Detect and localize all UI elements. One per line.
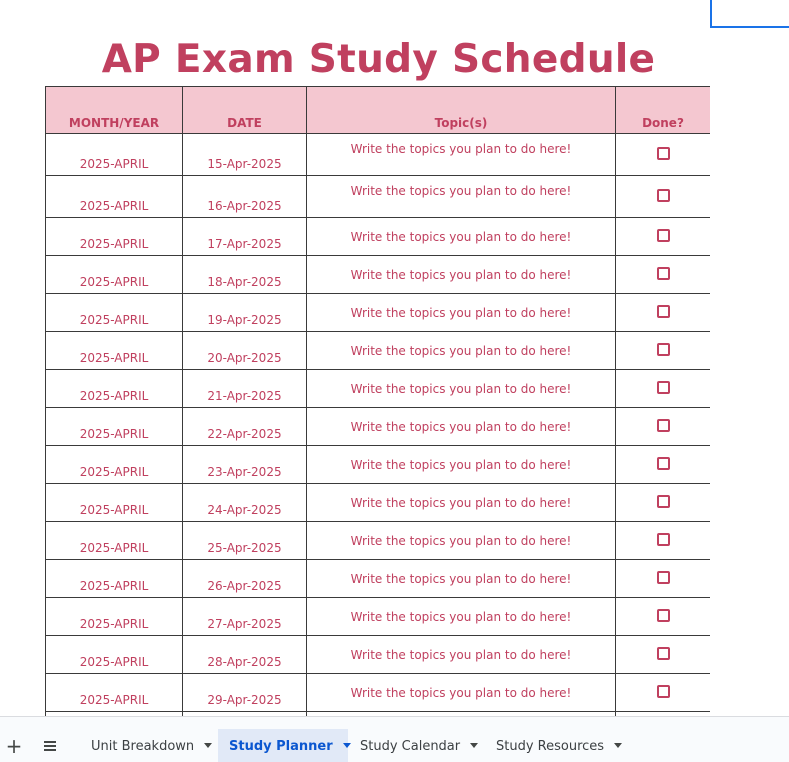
done-cell bbox=[616, 176, 711, 218]
date-cell[interactable]: 29-Apr-2025 bbox=[183, 674, 307, 712]
done-checkbox[interactable] bbox=[657, 571, 670, 584]
month-year-cell[interactable]: 2025-APRIL bbox=[46, 522, 183, 560]
table-row bbox=[46, 484, 711, 522]
table-row bbox=[46, 370, 711, 408]
topic-cell[interactable]: Write the topics you plan to do here! bbox=[307, 134, 616, 176]
month-year-cell[interactable]: 2025-APRIL bbox=[46, 218, 183, 256]
done-cell bbox=[616, 674, 711, 712]
date-cell[interactable]: 27-Apr-2025 bbox=[183, 598, 307, 636]
month-year-cell[interactable]: 2025-APRIL bbox=[46, 408, 183, 446]
topic-cell[interactable]: Write the topics you plan to do here! bbox=[307, 218, 616, 256]
topic-cell[interactable]: Write the topics you plan to do here! bbox=[307, 256, 616, 294]
month-year-cell[interactable]: 2025-APRIL bbox=[46, 560, 183, 598]
month-year-cell[interactable]: 2025-APRIL bbox=[46, 484, 183, 522]
date-cell[interactable]: 26-Apr-2025 bbox=[183, 560, 307, 598]
month-year-cell[interactable]: 2025-APRIL bbox=[46, 674, 183, 712]
topic-cell[interactable]: Write the topics you plan to do here! bbox=[307, 446, 616, 484]
topic-cell[interactable]: Write the topics you plan to do here! bbox=[307, 674, 616, 712]
month-year-cell[interactable]: 2025-APRIL bbox=[46, 636, 183, 674]
date-cell[interactable]: 22-Apr-2025 bbox=[183, 408, 307, 446]
table-row bbox=[46, 332, 711, 370]
month-year-cell[interactable]: 2025-APRIL bbox=[46, 256, 183, 294]
sheet-tab-bar bbox=[0, 716, 789, 762]
header-month-year[interactable]: MONTH/YEAR bbox=[46, 87, 183, 134]
topic-cell[interactable]: Write the topics you plan to do here! bbox=[307, 484, 616, 522]
done-checkbox[interactable] bbox=[657, 305, 670, 318]
done-checkbox[interactable] bbox=[657, 533, 670, 546]
date-cell[interactable]: 18-Apr-2025 bbox=[183, 256, 307, 294]
table-row bbox=[46, 134, 711, 176]
tab-study-calendar[interactable] bbox=[349, 729, 484, 762]
topic-cell[interactable]: Write the topics you plan to do here! bbox=[307, 370, 616, 408]
date-cell[interactable]: 21-Apr-2025 bbox=[183, 370, 307, 408]
tab-label: Study Resources bbox=[496, 739, 605, 754]
tab-study-resources[interactable] bbox=[485, 729, 630, 762]
tab-label: Study Calendar bbox=[360, 739, 461, 754]
chevron-down-icon[interactable] bbox=[614, 743, 622, 748]
topic-cell[interactable]: Write the topics you plan to do here! bbox=[307, 332, 616, 370]
date-cell[interactable]: 15-Apr-2025 bbox=[183, 134, 307, 176]
month-year-cell[interactable]: 2025-APRIL bbox=[46, 332, 183, 370]
schedule-grid bbox=[45, 86, 710, 716]
schedule-body bbox=[46, 134, 711, 717]
date-cell[interactable]: 25-Apr-2025 bbox=[183, 522, 307, 560]
done-checkbox[interactable] bbox=[657, 189, 670, 202]
done-cell bbox=[616, 560, 711, 598]
plus-icon[interactable]: + bbox=[5, 734, 23, 758]
done-checkbox[interactable] bbox=[657, 147, 670, 160]
month-year-cell[interactable]: 2025-APRIL bbox=[46, 134, 183, 176]
tab-study-planner[interactable] bbox=[218, 729, 348, 762]
month-year-cell[interactable]: 2025-APRIL bbox=[46, 446, 183, 484]
done-cell bbox=[616, 636, 711, 674]
month-year-cell[interactable]: 2025-APRIL bbox=[46, 598, 183, 636]
table-row bbox=[46, 218, 711, 256]
done-cell bbox=[616, 218, 711, 256]
table-row bbox=[46, 408, 711, 446]
done-cell bbox=[616, 484, 711, 522]
cell-selection-outline bbox=[710, 0, 789, 28]
month-year-cell[interactable]: 2025-APRIL bbox=[46, 370, 183, 408]
sheet-title[interactable]: AP Exam Study Schedule bbox=[101, 37, 656, 82]
done-cell bbox=[616, 134, 711, 176]
done-checkbox[interactable] bbox=[657, 381, 670, 394]
topic-cell[interactable]: Write the topics you plan to do here! bbox=[307, 598, 616, 636]
header-date[interactable]: DATE bbox=[183, 87, 307, 134]
done-checkbox[interactable] bbox=[657, 229, 670, 242]
done-cell bbox=[616, 256, 711, 294]
done-cell bbox=[616, 332, 711, 370]
month-year-cell[interactable]: 2025-APRIL bbox=[46, 176, 183, 218]
table-row bbox=[46, 256, 711, 294]
done-checkbox[interactable] bbox=[657, 419, 670, 432]
done-cell bbox=[616, 522, 711, 560]
table-row bbox=[46, 598, 711, 636]
date-cell[interactable]: 16-Apr-2025 bbox=[183, 176, 307, 218]
done-checkbox[interactable] bbox=[657, 267, 670, 280]
done-cell bbox=[616, 446, 711, 484]
table-row bbox=[46, 560, 711, 598]
header-done[interactable]: Done? bbox=[616, 87, 711, 134]
topic-cell[interactable]: Write the topics you plan to do here! bbox=[307, 294, 616, 332]
chevron-down-icon[interactable] bbox=[470, 743, 478, 748]
header-row bbox=[46, 87, 711, 134]
done-cell bbox=[616, 294, 711, 332]
date-cell[interactable]: 19-Apr-2025 bbox=[183, 294, 307, 332]
table-row bbox=[46, 176, 711, 218]
done-cell bbox=[616, 408, 711, 446]
table-row bbox=[46, 294, 711, 332]
tab-label: Unit Breakdown bbox=[91, 739, 195, 754]
header-topics[interactable]: Topic(s) bbox=[307, 87, 616, 134]
table-row bbox=[46, 522, 711, 560]
topic-cell[interactable]: Write the topics you plan to do here! bbox=[307, 408, 616, 446]
chevron-down-icon[interactable] bbox=[204, 743, 212, 748]
tab-unit-breakdown[interactable] bbox=[80, 729, 217, 762]
done-cell bbox=[616, 370, 711, 408]
date-cell[interactable]: 24-Apr-2025 bbox=[183, 484, 307, 522]
schedule-table bbox=[45, 86, 710, 716]
topic-cell[interactable]: Write the topics you plan to do here! bbox=[307, 560, 616, 598]
done-checkbox[interactable] bbox=[657, 495, 670, 508]
topic-cell[interactable]: Write the topics you plan to do here! bbox=[307, 176, 616, 218]
done-checkbox[interactable] bbox=[657, 685, 670, 698]
table-row bbox=[46, 446, 711, 484]
topic-cell[interactable]: Write the topics you plan to do here! bbox=[307, 636, 616, 674]
done-checkbox[interactable] bbox=[657, 343, 670, 356]
tab-label: Study Planner bbox=[229, 739, 333, 754]
date-cell[interactable]: 20-Apr-2025 bbox=[183, 332, 307, 370]
month-year-cell[interactable]: 2025-APRIL bbox=[46, 294, 183, 332]
done-cell bbox=[616, 598, 711, 636]
done-checkbox[interactable] bbox=[657, 647, 670, 660]
date-cell[interactable]: 23-Apr-2025 bbox=[183, 446, 307, 484]
done-checkbox[interactable] bbox=[657, 457, 670, 470]
date-cell[interactable]: 28-Apr-2025 bbox=[183, 636, 307, 674]
done-checkbox[interactable] bbox=[657, 609, 670, 622]
table-row bbox=[46, 674, 711, 712]
table-row bbox=[46, 636, 711, 674]
all-sheets-menu-icon[interactable] bbox=[36, 729, 64, 762]
topic-cell[interactable]: Write the topics you plan to do here! bbox=[307, 522, 616, 560]
date-cell[interactable]: 17-Apr-2025 bbox=[183, 218, 307, 256]
